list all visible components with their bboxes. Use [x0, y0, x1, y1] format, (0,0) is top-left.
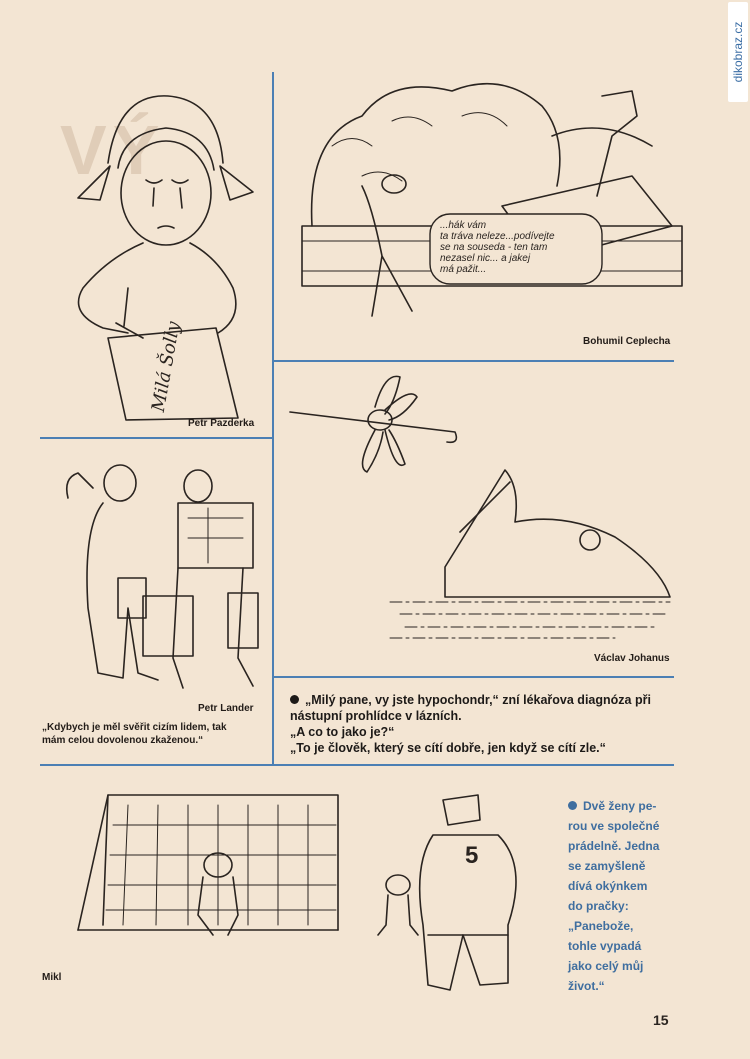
rule-vertical-top [272, 72, 274, 764]
joke-pradelna-line-6: do pračky: [568, 899, 629, 913]
bullet-icon [290, 695, 299, 704]
page-number: 15 [653, 1012, 669, 1028]
author-johanus: Václav Johanus [594, 653, 670, 664]
cartoon-travellers [48, 458, 270, 693]
rule-right-1 [274, 360, 674, 362]
watermark-text: dikobraz.cz [731, 21, 745, 83]
joke-hypochondr-line-1: „Milý pane, vy jste hypochondr,“ zní lékařova diagnóza při [305, 693, 651, 707]
rule-left-1 [40, 437, 272, 439]
caption-lander-line-2: mám celou dovolenou zkaženou.“ [42, 735, 204, 746]
author-pazderka: Petr Pazderka [188, 418, 255, 429]
author-lander: Petr Lander [198, 703, 254, 714]
joke-pradelna [568, 796, 678, 996]
joke-pradelna-line-2: rou ve společné [568, 819, 660, 833]
joke-pradelna-line-4: se zamyšleně [568, 859, 646, 873]
joke-pradelna-line-5: dívá okýnkem [568, 879, 648, 893]
cartoon-football-goal [68, 785, 548, 995]
author-ceplecha: Bohumil Ceplecha [583, 336, 671, 347]
joke-pradelna-line-1: Dvě ženy pe- [583, 799, 657, 813]
speech-bubble-garden [440, 220, 600, 275]
joke-pradelna-line-7: „Panebože, [568, 919, 634, 933]
site-watermark [728, 2, 748, 102]
show-through-background: VÝ [60, 111, 166, 189]
rule-right-2 [274, 676, 674, 678]
jersey-number: 5 [465, 842, 479, 869]
signature-text: Milá Šolly [147, 319, 185, 414]
joke-hypochondr-line-2: nástupní prohlídce v lázních. [290, 709, 462, 723]
joke-pradelna-line-10: život.“ [568, 979, 605, 993]
cartoon-dragonfly-pike [285, 372, 675, 647]
joke-hypochondr [290, 692, 675, 756]
speech-line-5: má pažit... [440, 264, 487, 275]
author-mikl: Mikl [42, 972, 62, 983]
joke-pradelna-line-8: tohle vypadá [568, 939, 642, 953]
joke-hypochondr-line-4: „To je člověk, který se cítí dobře, jen když se cítí zle.“ [290, 741, 606, 755]
speech-line-2: ta tráva neleze...podívejte [440, 231, 555, 242]
joke-pradelna-line-9: jako celý můj [568, 959, 644, 973]
rule-full-bottom [40, 764, 674, 766]
caption-lander [42, 721, 272, 747]
speech-line-4: nezasel nic... a jakej [440, 253, 531, 264]
speech-line-3: se na souseda - ten tam [440, 242, 548, 253]
joke-hypochondr-line-3: „A co to jako je?“ [290, 725, 395, 739]
speech-line-1: ...hák vám [440, 220, 487, 231]
caption-lander-line-1: „Kdybych je měl svěřit cizím lidem, tak [42, 722, 227, 733]
cartoon-garden-neighbour [302, 76, 682, 326]
cartoon-crying-girl [48, 88, 270, 424]
bullet-icon-blue [568, 801, 577, 810]
joke-pradelna-line-3: prádelně. Jedna [568, 839, 660, 853]
